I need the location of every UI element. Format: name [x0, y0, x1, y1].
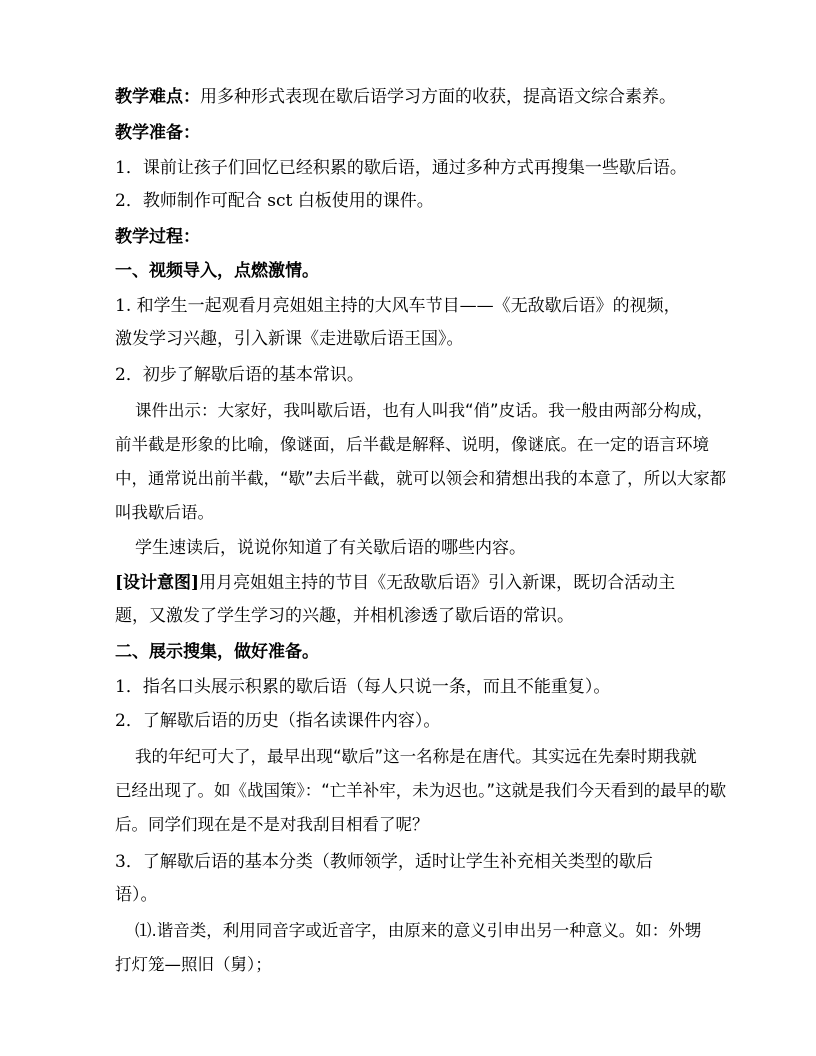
part2-step2: 2．了解歇后语的历史（指名读课件内容）。: [115, 711, 441, 731]
part2-step3-line2: 语）。: [115, 885, 158, 905]
preparation-item-2: 2．教师制作可配合 sct 白板使用的课件。: [115, 191, 434, 211]
design-intent-label: [设计意图]: [115, 573, 200, 593]
history-line-1: 我的年纪可大了，最早出现“歇后”这一名称是在唐代。其实远在先秦时期我就: [135, 747, 697, 766]
preparation-heading: 教学准备：: [115, 123, 200, 143]
part1-step2: 2．初步了解歇后语的基本常识。: [115, 365, 364, 385]
difficulty-label: 教学难点：: [115, 87, 200, 107]
process-heading: 教学过程：: [115, 227, 200, 247]
difficulty-text: 用多种形式表现在歇后语学习方面的收获，提高语文综合素养。: [200, 87, 676, 107]
design-intent-line-1: [115, 572, 675, 594]
courseware-line-4: 叫我歇后语。: [115, 503, 214, 522]
part2-step3-line1: 3．了解歇后语的基本分类（教师领学，适时让学生补充相关类型的歇后: [115, 852, 653, 872]
preparation-item-1: 1．课前让孩子们回忆已经积累的歇后语，通过多种方式再搜集一些歇后语。: [115, 158, 687, 178]
part1-step1-line1: 1. 和学生一起观看月亮姐姐主持的大风车节目——《无敌歇后语》的视频，: [115, 296, 681, 316]
part2-step1: 1．指名口头展示积累的歇后语（每人只说一条，而且不能重复）。: [115, 677, 611, 697]
design-intent-text: 用月亮姐姐主持的节目《无敌歇后语》引入新课，既切合活动主: [199, 573, 676, 593]
difficulty-paragraph: [115, 86, 676, 108]
students-read: 学生速读后，说说你知道了有关歇后语的哪些内容。: [135, 538, 526, 558]
design-intent-line-2: 题，又激发了学生学习的兴趣，并相机渗透了歇后语的常识。: [115, 606, 574, 626]
courseware-line-1: 课件出示：大家好，我叫歇后语，也有人叫我“俏”皮话。我一般由两部分构成，: [135, 401, 714, 420]
type1-line-2: 打灯笼—照旧（舅）；: [115, 955, 272, 974]
courseware-line-3: 中，通常说出前半截，“歇”去后半截，就可以领会和猜想出我的本意了，所以大家都: [115, 469, 727, 488]
courseware-line-2: 前半截是形象的比喻，像谜面，后半截是解释、说明，像谜底。在一定的语言环境: [115, 435, 709, 454]
history-line-3: 后。同学们现在是不是对我刮目相看了呢？: [115, 815, 429, 834]
part1-step1-line2: 激发学习兴趣，引入新课《走进歇后语王国》。: [115, 329, 464, 349]
type1-line-1: ⑴.谐音类，利用同音字或近音字，由原来的意义引申出另一种意义。如：外甥: [135, 921, 702, 940]
part1-heading: 一、视频导入，点燃激情。: [115, 261, 319, 281]
part2-heading: 二、展示搜集，做好准备。: [115, 642, 319, 662]
history-line-2: 已经出现了。如《战国策》：“亡羊补牢，未为迟也。”这就是我们今天看到的最早的歇: [115, 781, 727, 800]
